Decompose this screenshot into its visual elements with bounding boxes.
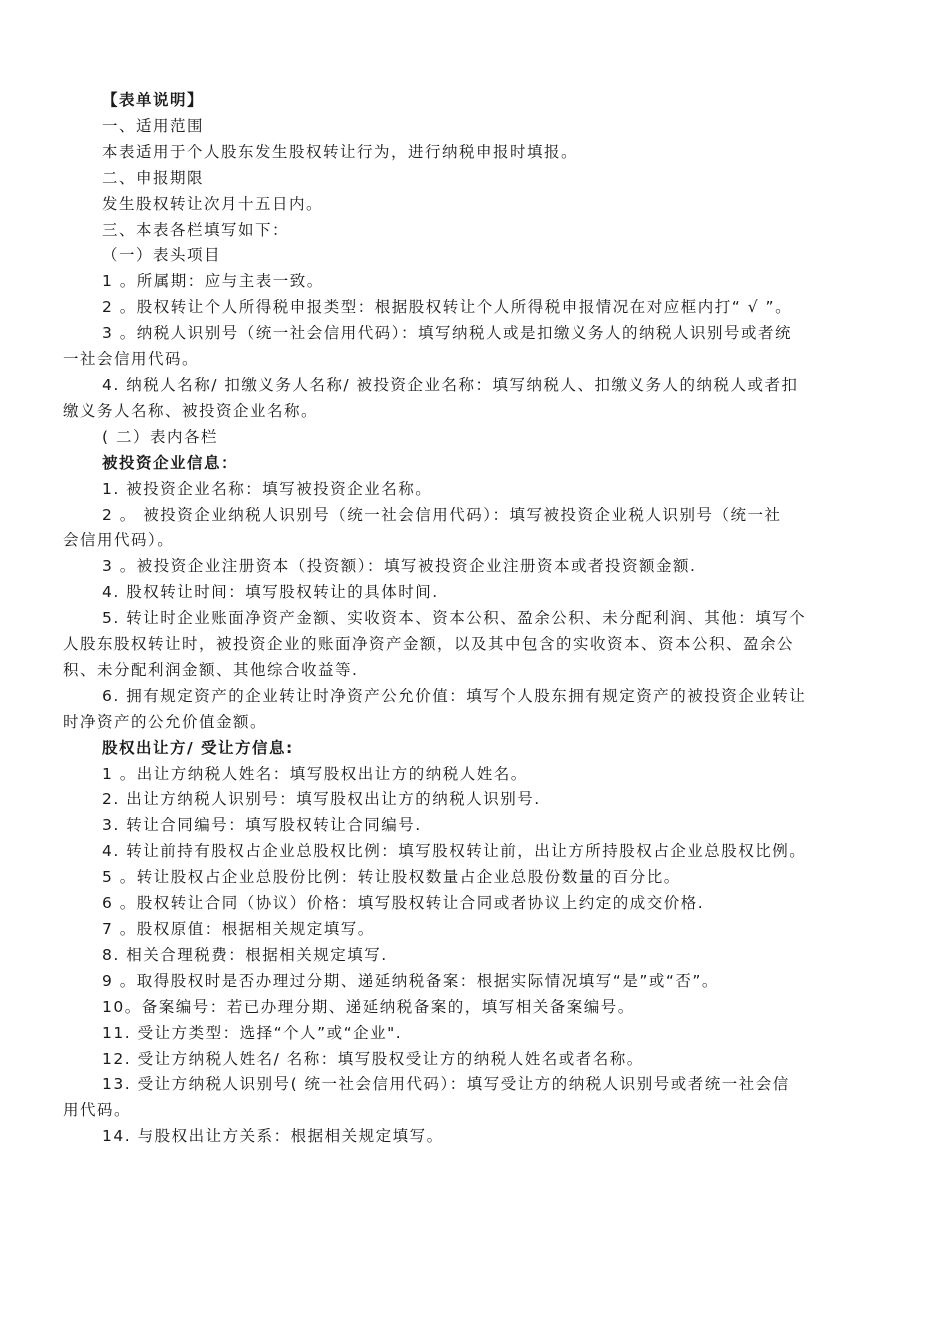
text-line: 一、适用范围 bbox=[102, 116, 205, 135]
text-line: 2 。股权转让个人所得税申报类型：根据股权转让个人所得税申报情况在对应框内打“ √ ”。 bbox=[102, 298, 793, 317]
text-line: 9 。取得股权时是否办理过分期、递延纳税备案：根据实际情况填写“是”或“否”。 bbox=[102, 971, 719, 990]
text-line: 11. 受让方类型：选择“个人”或“企业". bbox=[102, 1023, 403, 1042]
text-line: 积、未分配利润金额、其他综合收益等. bbox=[63, 660, 359, 679]
document-body bbox=[63, 88, 893, 1150]
text-line: 用代码。 bbox=[63, 1101, 132, 1120]
text-line: （一）表头项目 bbox=[102, 246, 222, 265]
text-line: 4. 纳税人名称/ 扣缴义务人名称/ 被投资企业名称：填写纳税人、扣缴义务人的纳税人或者扣 bbox=[102, 375, 799, 394]
text-line: 人股东股权转让时，被投资企业的账面净资产金额，以及其中包含的实收资本、资本公积、盈余公 bbox=[63, 635, 795, 654]
text-line: 13. 受让方纳税人识别号( 统一社会信用代码）：填写受让方的纳税人识别号或者统一社会信 bbox=[102, 1075, 790, 1094]
text-line: 1 。出让方纳税人姓名：填写股权出让方的纳税人姓名。 bbox=[102, 764, 528, 783]
text-line: 时净资产的公允价值金额。 bbox=[63, 712, 268, 731]
text-line: 6 。股权转让合同（协议）价格：填写股权转让合同或者协议上约定的成交价格. bbox=[102, 894, 705, 913]
text-line: 14. 与股权出让方关系：根据相关规定填写。 bbox=[102, 1127, 444, 1146]
text-line: 5. 转让时企业账面净资产金额、实收资本、资本公积、盈余公积、未分配利润、其他：填写个 bbox=[102, 609, 807, 628]
text-line: 二、申报期限 bbox=[102, 168, 205, 187]
text-line: 7 。股权原值：根据相关规定填写。 bbox=[102, 920, 375, 938]
text-line: 5 。转让股权占企业总股份比例：转让股权数量占企业总股份数量的百分比。 bbox=[102, 868, 681, 887]
text-line: 会信用代码）。 bbox=[63, 531, 175, 550]
text-line: 缴义务人名称、被投资企业名称。 bbox=[63, 401, 319, 420]
text-line: 10。备案编号：若已办理分期、递延纳税备案的，填写相关备案编号。 bbox=[102, 997, 635, 1016]
text-line: 本表适用于个人股东发生股权转让行为，进行纳税申报时填报。 bbox=[102, 142, 579, 161]
text-line: 3. 转让合同编号：填写股权转让合同编号. bbox=[102, 816, 422, 835]
text-line: 12. 受让方纳税人姓名/ 名称：填写股权受让方的纳税人姓名或者名称。 bbox=[102, 1049, 644, 1068]
text-line: 4. 股权转让时间：填写股权转让的具体时间. bbox=[102, 583, 439, 602]
text-line: 2 。 被投资企业纳税人识别号（统一社会信用代码）：填写被投资企业税人识别号（统一社 bbox=[102, 505, 782, 524]
text-line: 发生股权转让次月十五日内。 bbox=[102, 194, 324, 213]
text-line: 3 。被投资企业注册资本（投资额）：填写被投资企业注册资本或者投资额金额. bbox=[102, 557, 697, 576]
text-line: 一社会信用代码。 bbox=[63, 350, 200, 369]
section-heading: 【表单说明】 bbox=[102, 91, 205, 109]
text-line: 8. 相关合理税费：根据相关规定填写. bbox=[102, 945, 388, 964]
text-line: 2. 出让方纳税人识别号：填写股权出让方的纳税人识别号. bbox=[102, 790, 541, 809]
text-line: 1. 被投资企业名称：填写被投资企业名称。 bbox=[102, 479, 433, 498]
document-lines bbox=[63, 88, 893, 1150]
text-line: 1 。所属期：应与主表一致。 bbox=[102, 272, 324, 291]
text-line: 3 。纳税人识别号（统一社会信用代码）：填写纳税人或是扣缴义务人的纳税人识别号或者统 bbox=[102, 324, 793, 343]
text-line: 6. 拥有规定资产的企业转让时净资产公允价值：填写个人股东拥有规定资产的被投资企业转让 bbox=[102, 686, 807, 705]
section-heading: 股权出让方/ 受让方信息: bbox=[102, 738, 294, 757]
text-line: 三、本表各栏填写如下： bbox=[102, 220, 290, 239]
text-line: ( 二）表内各栏 bbox=[102, 427, 218, 446]
section-heading: 被投资企业信息： bbox=[102, 453, 239, 472]
text-line: 4. 转让前持有股权占企业总股权比例：填写股权转让前，出让方所持股权占企业总股权比例。 bbox=[102, 842, 807, 861]
